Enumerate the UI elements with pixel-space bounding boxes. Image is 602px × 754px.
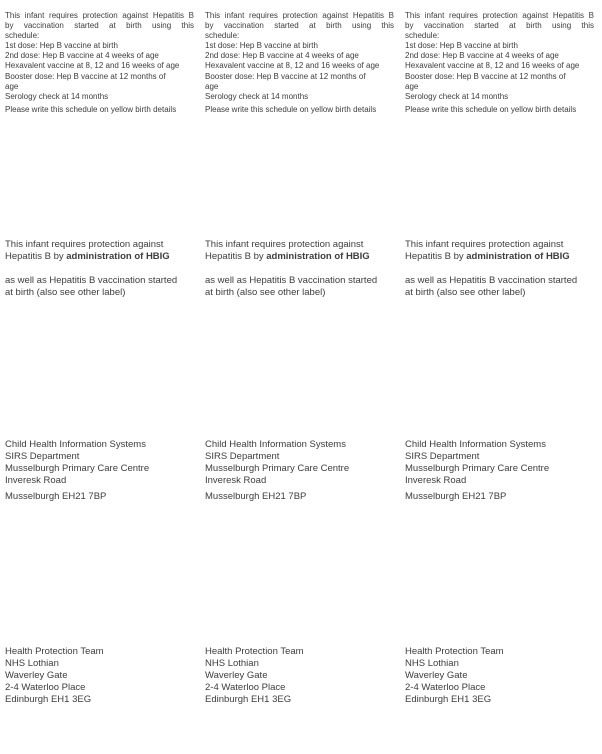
address-line: NHS Lothian bbox=[5, 658, 59, 669]
schedule-line: schedule: bbox=[405, 31, 440, 41]
address-line: Waverley Gate bbox=[205, 670, 268, 681]
schedule-line: Booster dose: Hep B vaccine at 12 months of bbox=[205, 71, 366, 81]
hbig-line: at birth (also see other label) bbox=[405, 287, 526, 298]
hepb-schedule-label bbox=[405, 11, 594, 115]
address-line: Musselburgh Primary Care Centre bbox=[5, 463, 150, 474]
hbig-label bbox=[405, 239, 594, 299]
address-line: Inveresk Road bbox=[405, 475, 467, 486]
address-line: Musselburgh Primary Care Centre bbox=[205, 463, 350, 474]
hbig-line: This infant requires protection against bbox=[405, 239, 564, 250]
schedule-line: age bbox=[205, 81, 219, 91]
address-line: 2-4 Waterloo Place bbox=[205, 682, 286, 693]
address-line: Inveresk Road bbox=[205, 475, 267, 486]
schedule-line: 1st dose: Hep B vaccine at birth bbox=[405, 41, 518, 51]
hepb-schedule-label bbox=[5, 11, 194, 115]
hbig-line-bold-text: administration of HBIG bbox=[466, 251, 570, 262]
schedule-paragraph-line: by vaccination started at birth using this bbox=[405, 21, 594, 31]
schedule-paragraph-line: This infant requires protection against Hepatitis B bbox=[405, 11, 594, 20]
hbig-label bbox=[5, 239, 194, 299]
hbig-line bbox=[205, 251, 394, 263]
schedule-line: age bbox=[5, 81, 19, 91]
address-line: Waverley Gate bbox=[405, 670, 468, 681]
schedule-line: Hexavalent vaccine at 8, 12 and 16 weeks of age bbox=[205, 61, 380, 71]
hbig-line-normal-text: Hepatitis B by bbox=[5, 251, 67, 262]
address-line: SIRS Department bbox=[5, 451, 80, 462]
hpt-address-label bbox=[405, 646, 594, 706]
address-line: Edinburgh EH1 3EG bbox=[5, 694, 92, 705]
schedule-line: 2nd dose: Hep B vaccine at 4 weeks of age bbox=[5, 51, 159, 61]
address-line: Child Health Information Systems bbox=[205, 439, 346, 450]
schedule-footer-note: Please write this schedule on yellow birth details bbox=[5, 104, 177, 114]
address-line: 2-4 Waterloo Place bbox=[5, 682, 86, 693]
hbig-line-normal-text: Hepatitis B by bbox=[205, 251, 267, 262]
address-line: Musselburgh EH21 7BP bbox=[205, 491, 307, 502]
hbig-line: as well as Hepatitis B vaccination started bbox=[205, 275, 378, 286]
schedule-line: Serology check at 14 months bbox=[405, 91, 509, 101]
hbig-line-bold-text: administration of HBIG bbox=[266, 251, 370, 262]
schedule-line: age bbox=[405, 81, 419, 91]
schedule-line: 2nd dose: Hep B vaccine at 4 weeks of age bbox=[205, 51, 359, 61]
hbig-line: This infant requires protection against bbox=[205, 239, 364, 250]
hbig-line: This infant requires protection against bbox=[5, 239, 164, 250]
schedule-paragraph-line: by vaccination started at birth using this bbox=[5, 21, 194, 31]
schedule-line: 1st dose: Hep B vaccine at birth bbox=[5, 41, 118, 51]
hpt-address-label bbox=[5, 646, 194, 706]
chis-address-label bbox=[5, 439, 194, 503]
schedule-line: 1st dose: Hep B vaccine at birth bbox=[205, 41, 318, 51]
schedule-paragraph-line: by vaccination started at birth using this bbox=[205, 21, 394, 31]
address-line: Edinburgh EH1 3EG bbox=[205, 694, 292, 705]
address-line: Musselburgh Primary Care Centre bbox=[405, 463, 550, 474]
address-line: 2-4 Waterloo Place bbox=[405, 682, 486, 693]
schedule-line: Serology check at 14 months bbox=[205, 91, 309, 101]
address-line: Edinburgh EH1 3EG bbox=[405, 694, 492, 705]
hbig-label bbox=[205, 239, 394, 299]
schedule-footer-note: Please write this schedule on yellow birth details bbox=[405, 104, 577, 114]
address-line: Musselburgh EH21 7BP bbox=[5, 491, 107, 502]
schedule-line: 2nd dose: Hep B vaccine at 4 weeks of age bbox=[405, 51, 559, 61]
schedule-paragraph-line: This infant requires protection against Hepatitis B bbox=[5, 11, 194, 20]
hepb-schedule-label bbox=[205, 11, 394, 115]
schedule-line: schedule: bbox=[205, 31, 240, 41]
schedule-footer-note: Please write this schedule on yellow birth details bbox=[205, 104, 377, 114]
schedule-line: Booster dose: Hep B vaccine at 12 months of bbox=[5, 71, 166, 81]
hbig-line: as well as Hepatitis B vaccination started bbox=[5, 275, 178, 286]
hbig-line bbox=[5, 251, 194, 263]
schedule-line: Hexavalent vaccine at 8, 12 and 16 weeks of age bbox=[5, 61, 180, 71]
schedule-line: Hexavalent vaccine at 8, 12 and 16 weeks of age bbox=[405, 61, 580, 71]
hbig-line: at birth (also see other label) bbox=[5, 287, 126, 298]
hbig-line bbox=[405, 251, 594, 263]
address-line: Child Health Information Systems bbox=[405, 439, 546, 450]
address-line: NHS Lothian bbox=[405, 658, 459, 669]
hpt-address-label bbox=[205, 646, 394, 706]
address-line: Waverley Gate bbox=[5, 670, 68, 681]
schedule-line: Serology check at 14 months bbox=[5, 91, 109, 101]
schedule-line: schedule: bbox=[5, 31, 40, 41]
address-line: Child Health Information Systems bbox=[5, 439, 146, 450]
address-line: SIRS Department bbox=[205, 451, 280, 462]
schedule-line: Booster dose: Hep B vaccine at 12 months of bbox=[405, 71, 566, 81]
chis-address-label bbox=[405, 439, 594, 503]
address-line: NHS Lothian bbox=[205, 658, 259, 669]
address-line: Health Protection Team bbox=[405, 646, 504, 657]
hbig-line-bold-text: administration of HBIG bbox=[66, 251, 170, 262]
hbig-line-normal-text: Hepatitis B by bbox=[405, 251, 467, 262]
address-line: Inveresk Road bbox=[5, 475, 67, 486]
chis-address-label bbox=[205, 439, 394, 503]
address-line: Health Protection Team bbox=[5, 646, 104, 657]
address-line: SIRS Department bbox=[405, 451, 480, 462]
hbig-line: at birth (also see other label) bbox=[205, 287, 326, 298]
hbig-line: as well as Hepatitis B vaccination started bbox=[405, 275, 578, 286]
schedule-paragraph-line: This infant requires protection against Hepatitis B bbox=[205, 11, 394, 20]
address-line: Musselburgh EH21 7BP bbox=[405, 491, 507, 502]
address-line: Health Protection Team bbox=[205, 646, 304, 657]
